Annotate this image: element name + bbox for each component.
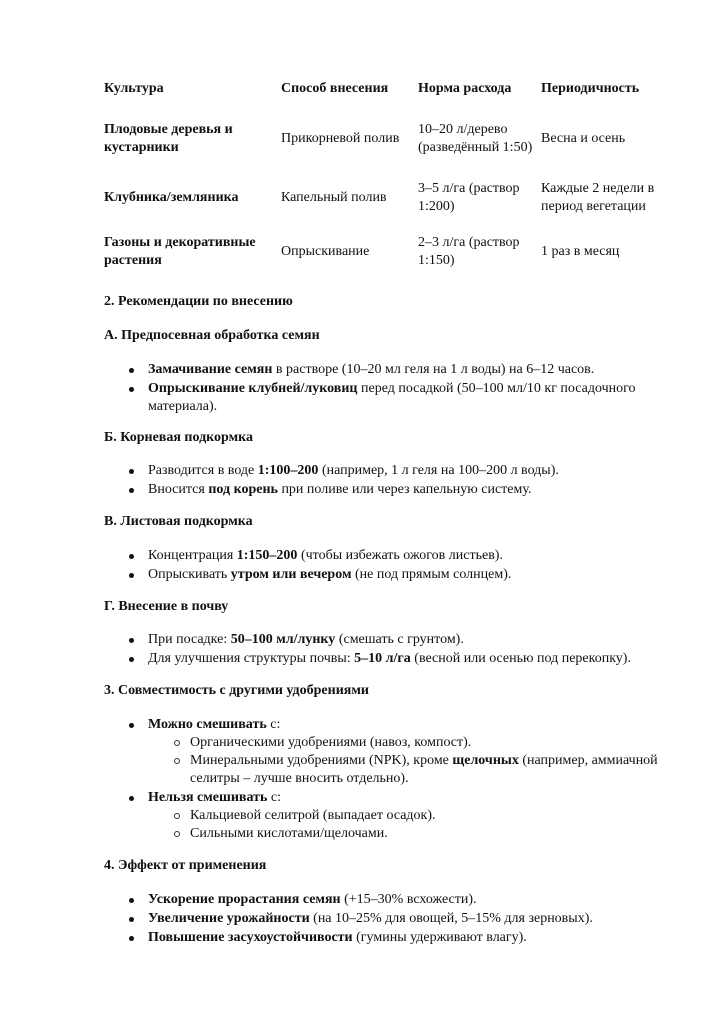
cell-method: Прикорневой полив xyxy=(281,131,400,146)
header-period: Периодичность xyxy=(541,81,640,96)
list-item xyxy=(104,547,664,565)
item-text: с: xyxy=(267,790,281,805)
list-item xyxy=(104,380,664,416)
item-text: Опрыскивать xyxy=(148,567,231,582)
header-rate: Норма расхода xyxy=(418,81,512,96)
item-text: Органическими удобрениями (навоз, компост). xyxy=(190,735,472,750)
item-text: (весной или осенью под перекопку). xyxy=(410,651,631,666)
item-bold: Нельзя смешивать xyxy=(148,790,268,805)
list-item xyxy=(104,462,664,480)
item-bold: утром или вечером xyxy=(230,567,352,582)
item-text: (например, 1 л геля на 100–200 л воды). xyxy=(318,463,559,478)
list-item xyxy=(104,566,664,584)
list-item xyxy=(104,716,664,788)
list-item xyxy=(104,481,664,499)
item-text: (гумины удерживают влагу). xyxy=(352,930,527,945)
list-item xyxy=(104,929,664,947)
item-text: (чтобы избежать ожогов листьев). xyxy=(297,548,503,563)
cell-period: Каждые 2 недели в период вегетации xyxy=(541,181,655,214)
cell-rate: 3–5 л/га (раствор 1:200) xyxy=(418,181,520,214)
sublist-item xyxy=(148,734,664,752)
item-bold: 5–10 л/га xyxy=(354,651,411,666)
compatibility-list xyxy=(104,716,664,844)
subsection-b-list xyxy=(104,462,664,500)
cell-method: Опрыскивание xyxy=(281,244,370,259)
table-row xyxy=(104,175,681,221)
section-4-heading: 4. Эффект от применения xyxy=(104,858,267,873)
item-bold: Повышение засухоустойчивости xyxy=(148,930,353,945)
item-text: в растворе (10–20 мл геля на 1 л воды) на 6–12 часов. xyxy=(272,362,595,377)
subsection-v-heading: В. Листовая подкормка xyxy=(104,514,253,529)
cell-rate: 2–3 л/га (раствор 1:150) xyxy=(418,235,520,268)
item-bold: 1:150–200 xyxy=(236,548,298,563)
section-2-heading: 2. Рекомендации по внесению xyxy=(104,294,293,309)
item-bold: Опрыскивание клубней/луковиц xyxy=(148,381,358,396)
table-row xyxy=(104,221,681,283)
cell-method: Капельный полив xyxy=(281,190,387,205)
sublist-item xyxy=(148,807,664,825)
item-text: (смешать с грунтом). xyxy=(335,632,464,647)
item-text: при поливе или через капельную систему. xyxy=(277,482,532,497)
cell-crop: Клубника/земляника xyxy=(104,190,239,205)
item-text: (+15–30% всхожести). xyxy=(340,892,477,907)
item-text: (не под прямым солнцем). xyxy=(351,567,512,582)
sublist-item xyxy=(148,752,664,788)
list-item xyxy=(104,361,664,379)
table-header-row xyxy=(104,75,681,103)
subsection-a-list xyxy=(104,361,664,417)
subsection-v-list xyxy=(104,547,664,585)
item-bold: щелочных xyxy=(452,753,519,768)
item-bold: 50–100 мл/лунку xyxy=(230,632,336,647)
sublist xyxy=(148,807,664,843)
list-item xyxy=(104,650,664,668)
subsection-a-heading: А. Предпосевная обработка семян xyxy=(104,328,320,343)
item-bold: под корень xyxy=(208,482,278,497)
effects-list xyxy=(104,891,664,948)
item-text: Кальциевой селитрой (выпадает осадок). xyxy=(190,808,436,823)
application-table xyxy=(104,75,681,283)
list-item xyxy=(104,631,664,649)
list-item xyxy=(104,910,664,928)
table-row xyxy=(104,103,681,175)
sublist xyxy=(148,734,664,788)
item-bold: Увеличение урожайности xyxy=(148,911,310,926)
item-bold: Можно смешивать xyxy=(148,717,267,732)
item-text: (на 10–25% для овощей, 5–15% для зерновых). xyxy=(309,911,593,926)
list-item xyxy=(104,891,664,909)
header-crop: Культура xyxy=(104,81,164,96)
header-method: Способ внесения xyxy=(281,81,389,96)
item-bold: Ускорение прорастания семян xyxy=(148,892,341,907)
item-text: При посадке: xyxy=(148,632,231,647)
subsection-g-heading: Г. Внесение в почву xyxy=(104,599,229,614)
sublist-item xyxy=(148,825,664,843)
item-text: перед посадкой (50–100 мл/10 кг посадочного материала). xyxy=(148,381,636,414)
item-bold: 1:100–200 xyxy=(257,463,319,478)
cell-crop: Плодовые деревья и кустарники xyxy=(104,122,233,155)
list-item xyxy=(104,789,664,843)
subsection-g-list xyxy=(104,631,664,669)
section-3-heading: 3. Совместимость с другими удобрениями xyxy=(104,683,369,698)
item-text: (например, аммиачной селитры – лучше вносить отдельно). xyxy=(190,753,658,786)
cell-rate: 10–20 л/дерево (разведённый 1:50) xyxy=(418,122,533,155)
cell-period: Весна и осень xyxy=(541,131,626,146)
item-text: Для улучшения структуры почвы: xyxy=(148,651,355,666)
item-text: Концентрация xyxy=(148,548,237,563)
item-text: Вносится xyxy=(148,482,209,497)
item-text: Разводится в воде xyxy=(148,463,258,478)
cell-period: 1 раз в месяц xyxy=(541,244,620,259)
item-text: Сильными кислотами/щелочами. xyxy=(190,826,388,841)
item-text: с: xyxy=(266,717,281,732)
item-bold: Замачивание семян xyxy=(148,362,273,377)
item-text: Минеральными удобрениями (NPK), кроме xyxy=(190,753,453,768)
subsection-b-heading: Б. Корневая подкормка xyxy=(104,430,254,445)
cell-crop: Газоны и декоративные растения xyxy=(104,235,256,268)
